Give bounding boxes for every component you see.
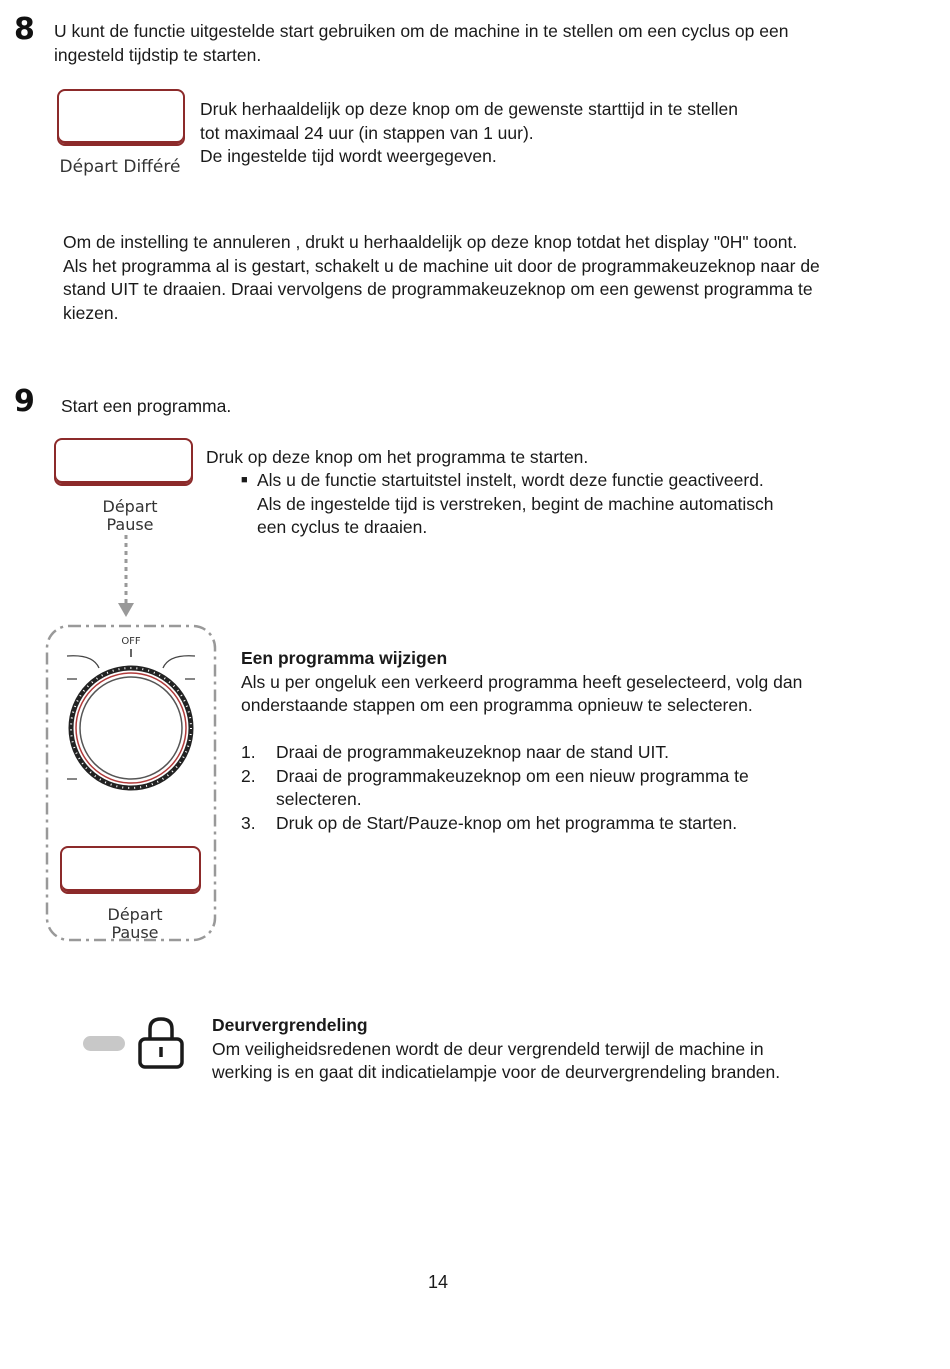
step-9-desc: Druk op deze knop om het programma te starten. <box>206 447 589 467</box>
panel-start-pause-button[interactable] <box>60 846 201 894</box>
step-8-intro <box>54 20 914 67</box>
change-program-section <box>241 647 881 835</box>
door-lock-indicator-light <box>83 1036 125 1051</box>
change-program-line1: Als u per ongeluk een verkeerd programma heeft geselecteerd, volg dan <box>241 671 803 692</box>
program-dial-knob[interactable] <box>55 646 207 796</box>
dial-off-label: OFF <box>121 636 141 647</box>
step-8-desc-line1: Druk herhaaldelijk op deze knop om de gewenste starttijd in te stellen <box>200 99 738 119</box>
control-panel <box>45 624 217 942</box>
start-pause-label <box>70 498 190 534</box>
step-8-desc-line2: tot maximaal 24 uur (in stappen van 1 uur). <box>200 122 534 143</box>
step-8-cancel-text <box>63 231 923 325</box>
cancel-line2: Als het programma al is gestart, schakelt u de machine uit door de programmakeuzeknop naar de <box>63 255 820 276</box>
start-pause-button[interactable] <box>54 438 193 486</box>
page-number: 14 <box>428 1272 449 1292</box>
list-item-text: Draai de programmakeuzeknop naar de stand UIT. <box>276 742 669 762</box>
door-lock-section <box>212 1014 892 1085</box>
list-item <box>241 765 881 812</box>
step-9-bullet <box>241 469 841 540</box>
delayed-start-button[interactable] <box>57 89 185 146</box>
step-8-desc-line3: De ingestelde tijd wordt weergegeven. <box>200 146 497 166</box>
bullet-square-icon: ■ <box>241 474 248 486</box>
change-program-line2: onderstaande stappen om een programma opnieuw te selecteren. <box>241 695 753 715</box>
bullet-item <box>241 469 841 540</box>
dotted-arrow-icon <box>115 533 137 619</box>
door-lock-title: Deurvergrendeling <box>212 1015 368 1035</box>
bullet-line2: Als de ingestelde tijd is verstreken, begint de machine automatisch <box>257 493 774 514</box>
cancel-line1: Om de instelling te annuleren , drukt u herhaaldelijk op deze knop totdat het display "0H" toont. <box>63 232 798 252</box>
list-item <box>241 741 881 765</box>
delayed-start-label: Départ Différé <box>59 157 181 177</box>
step-9-number: 9 <box>14 384 35 419</box>
door-lock-line2: werking is en gaat dit indicatielampje voor de deurvergrendeling branden. <box>212 1062 781 1082</box>
list-item-text-cont: selecteren. <box>276 789 362 809</box>
bullet-line3: een cyclus te draaien. <box>257 517 428 537</box>
cancel-line3: stand UIT te draaien. Draai vervolgens de programmakeuzeknop om een gewenst programma te <box>63 279 813 299</box>
start-pause-label-line1: Départ <box>102 497 158 516</box>
bullet-line1: Als u de functie startuitstel instelt, wordt deze functie geactiveerd. <box>257 470 764 490</box>
list-item-number: 1. <box>241 742 256 762</box>
step-8-intro-line1: U kunt de functie uitgestelde start gebruiken om de machine in te stellen om een cyclus op een <box>54 21 789 41</box>
list-item-text: Druk op de Start/Pauze-knop om het programma te starten. <box>276 812 738 833</box>
list-item-text: Draai de programmakeuzeknop om een nieuw programma te <box>276 765 749 786</box>
change-program-steps <box>241 741 881 835</box>
list-item-number: 2. <box>241 765 256 786</box>
change-program-title: Een programma wijzigen <box>241 648 448 668</box>
step-8-intro-line2: ingesteld tijdstip te starten. <box>54 44 262 65</box>
list-item <box>241 812 881 836</box>
panel-start-pause-label <box>75 906 195 942</box>
start-pause-label-line2: Pause <box>106 515 154 534</box>
step-9-intro: Start een programma. <box>61 396 232 416</box>
door-lock-line1: Om veiligheidsredenen wordt de deur vergrendeld terwijl de machine in <box>212 1038 764 1059</box>
step-8-number: 8 <box>14 12 35 47</box>
step-8-description <box>200 98 840 169</box>
cancel-line4: kiezen. <box>63 302 119 323</box>
panel-label-line1: Départ <box>107 905 163 924</box>
lock-icon <box>136 1015 186 1071</box>
list-item-number: 3. <box>241 812 256 833</box>
panel-label-line2: Pause <box>111 923 159 942</box>
